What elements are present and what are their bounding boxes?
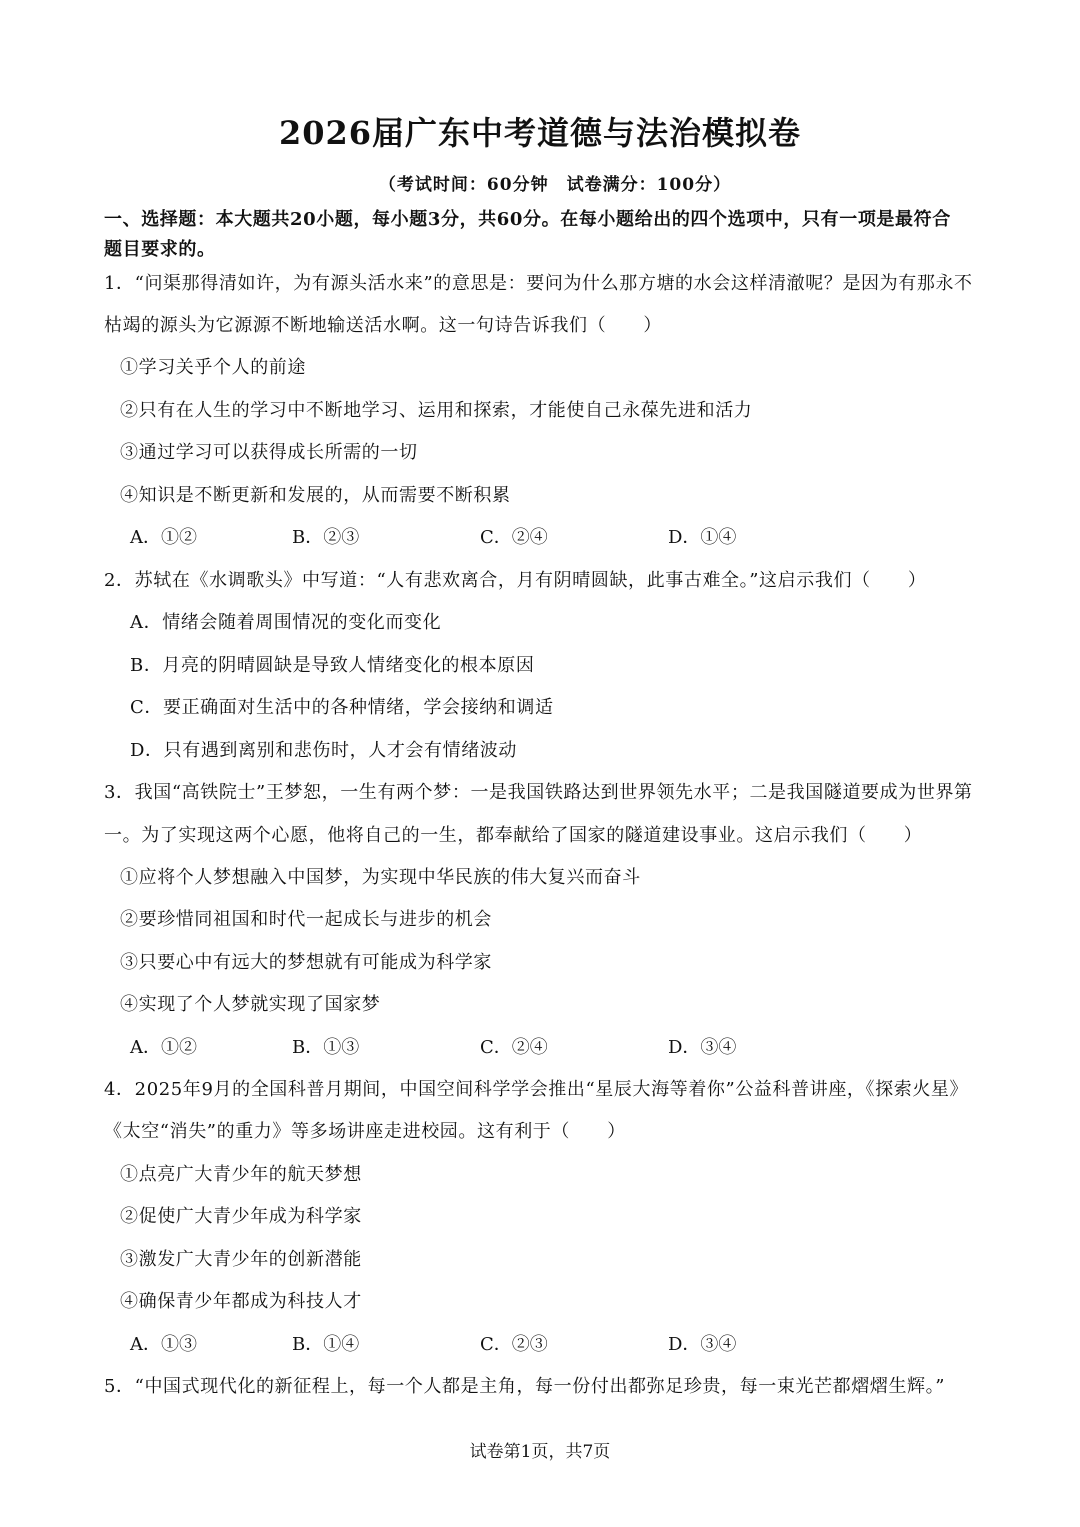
q1-statement-2: ②只有在人生的学习中不断地学习、运用和探索，才能使自己永葆先进和活力 bbox=[120, 400, 753, 421]
q1-choice-d[interactable]: D．①④ bbox=[668, 527, 737, 548]
q3-choice-d[interactable]: D．③④ bbox=[668, 1037, 737, 1058]
q4-choice-a[interactable]: A．①③ bbox=[130, 1334, 197, 1355]
section-instructions-line-2: 题目要求的。 bbox=[104, 239, 216, 260]
q3-choices bbox=[130, 1033, 830, 1059]
q5-stem-line-1: 5．“中国式现代化的新征程上，每一个人都是主角，每一份付出都弥足珍贵，每一束光芒都熠熠生辉。” bbox=[104, 1376, 946, 1397]
q4-stem-line-1: 4．2025年9月的全国科普月期间，中国空间科学学会推出“星辰大海等着你”公益科普讲座，《探索火星》 bbox=[104, 1079, 969, 1100]
q3-choice-a[interactable]: A．①② bbox=[130, 1037, 197, 1058]
q1-choice-c[interactable]: C．②④ bbox=[480, 527, 548, 548]
q3-stem-line-1: 3．我国“高铁院士”王梦恕，一生有两个梦：一是我国铁路达到世界领先水平；二是我国隧道要成为世界第 bbox=[104, 782, 973, 803]
exam-info: （考试时间：60分钟 试卷满分：100分） bbox=[378, 175, 732, 195]
q4-choices bbox=[130, 1330, 830, 1356]
q3-statement-1: ①应将个人梦想融入中国梦，为实现中华民族的伟大复兴而奋斗 bbox=[120, 867, 641, 888]
q1-statement-1: ①学习关乎个人的前途 bbox=[120, 357, 306, 378]
q4-statement-2: ②促使广大青少年成为科学家 bbox=[120, 1206, 362, 1227]
q4-choice-c[interactable]: C．②③ bbox=[480, 1334, 548, 1355]
q3-stem-line-2: 一。为了实现这两个心愿，他将自己的一生，都奉献给了国家的隧道建设事业。这启示我们（ ） bbox=[104, 825, 923, 846]
page-title: 2026届广东中考道德与法治模拟卷 bbox=[278, 114, 802, 152]
q2-choice-a[interactable]: A．情绪会随着周围情况的变化而变化 bbox=[130, 612, 442, 633]
q3-choice-c[interactable]: C．②④ bbox=[480, 1037, 548, 1058]
q2-choice-c[interactable]: C．要正确面对生活中的各种情绪，学会接纳和调适 bbox=[130, 697, 554, 718]
q4-statement-4: ④确保青少年都成为科技人才 bbox=[120, 1291, 362, 1312]
q2-choice-d[interactable]: D．只有遇到离别和悲伤时，人才会有情绪波动 bbox=[130, 740, 518, 761]
q1-choices bbox=[130, 523, 830, 549]
q1-statement-4: ④知识是不断更新和发展的，从而需要不断积累 bbox=[120, 485, 511, 506]
q3-statement-2: ②要珍惜同祖国和时代一起成长与进步的机会 bbox=[120, 909, 492, 930]
q3-statement-3: ③只要心中有远大的梦想就有可能成为科学家 bbox=[120, 952, 492, 973]
q4-statement-3: ③激发广大青少年的创新潜能 bbox=[120, 1249, 362, 1270]
q4-choice-b[interactable]: B．①④ bbox=[292, 1334, 360, 1355]
q1-choice-a[interactable]: A．①② bbox=[130, 527, 197, 548]
section-instructions-line-1: 一、选择题：本大题共20小题，每小题3分，共60分。在每小题给出的四个选项中，只有一项是最符合 bbox=[104, 209, 951, 230]
q1-stem-line-1: 1．“问渠那得清如许，为有源头活水来”的意思是：要问为什么那方塘的水会这样清澈呢？是因为有那永不 bbox=[104, 273, 973, 294]
q1-choice-b[interactable]: B．②③ bbox=[292, 527, 360, 548]
q3-statement-4: ④实现了个人梦就实现了国家梦 bbox=[120, 994, 381, 1015]
q1-stem-line-2: 枯竭的源头为它源源不断地输送活水啊。这一句诗告诉我们（ ） bbox=[104, 315, 662, 336]
q2-stem-line-1: 2．苏轼在《水调歌头》中写道：“人有悲欢离合，月有阴晴圆缺，此事古难全。”这启示我们（ ） bbox=[104, 570, 927, 591]
q4-stem-line-2: 《太空“消失”的重力》等多场讲座走进校园。这有利于（ ） bbox=[104, 1121, 626, 1142]
q3-choice-b[interactable]: B．①③ bbox=[292, 1037, 360, 1058]
q4-statement-1: ①点亮广大青少年的航天梦想 bbox=[120, 1164, 362, 1185]
q1-statement-3: ③通过学习可以获得成长所需的一切 bbox=[120, 442, 418, 463]
page-footer: 试卷第1页，共7页 bbox=[469, 1442, 611, 1462]
q2-choice-b[interactable]: B．月亮的阴晴圆缺是导致人情绪变化的根本原因 bbox=[130, 655, 535, 676]
q4-choice-d[interactable]: D．③④ bbox=[668, 1334, 737, 1355]
